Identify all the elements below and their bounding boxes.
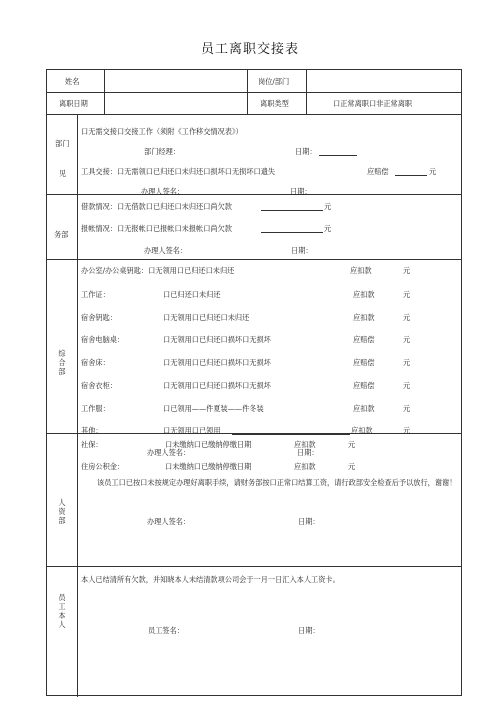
- fund-unit: 元: [348, 462, 356, 471]
- tools-handover[interactable]: 工具交接：口无需领口已归还口未归还口损坏口无损坏口遗失: [81, 167, 276, 176]
- unit-label: 元: [324, 202, 332, 211]
- unit-label: 元: [429, 167, 437, 176]
- unit-label: 元: [324, 224, 332, 233]
- general-action: 应扣款: [353, 290, 375, 299]
- general-status[interactable]: 口已领用——件夏装——件冬装: [163, 404, 264, 413]
- general-status[interactable]: 口无领用口已领用: [163, 426, 221, 435]
- leave-date-field[interactable]: [105, 93, 246, 113]
- social-status[interactable]: 口未缴纳口已缴纳停缴日期: [165, 440, 252, 449]
- general-action: 应扣款: [350, 266, 372, 275]
- date-label: 日期：: [297, 448, 319, 457]
- general-action: 应扣款: [351, 426, 373, 435]
- social-label: 社保：: [81, 440, 103, 449]
- label-column-divider: [77, 114, 78, 697]
- date-label: 日期：: [295, 147, 317, 156]
- general-status[interactable]: 口已归还口未归还: [163, 290, 221, 299]
- manager-sign-label: 部门经理：: [144, 147, 180, 156]
- handler-sign-label: 办理人签名：: [144, 246, 188, 255]
- employee-sign-label: 员工签名：: [148, 626, 184, 635]
- reimburse-status[interactable]: 报帐情况：口无报帐口已报帐口未报帐口尚欠款: [81, 224, 232, 233]
- general-item[interactable]: 办公室/办公桌钥匙：口无领用口已归还口未归还: [81, 266, 235, 275]
- general-item: 工作证：: [81, 290, 110, 299]
- employee-label: 员工本人: [58, 593, 66, 629]
- row-divider: [47, 114, 461, 115]
- leave-type-label: 离职类型: [260, 99, 289, 108]
- handler-sign-label: 办理人签名：: [147, 448, 191, 457]
- general-status[interactable]: 口无领用口已归还口损坏口无损坏: [163, 381, 271, 390]
- position-field[interactable]: [307, 71, 461, 91]
- fund-action: 应扣款: [294, 462, 316, 471]
- general-unit: 元: [403, 426, 411, 435]
- general-unit: 元: [403, 335, 411, 344]
- compensate-blank[interactable]: [395, 168, 427, 176]
- general-action: 应赔偿: [353, 335, 375, 344]
- leave-date-label: 离职日期: [59, 99, 88, 108]
- other-blank[interactable]: [232, 427, 350, 435]
- general-status[interactable]: 口无领用口已归还口损坏口无损坏: [163, 358, 271, 367]
- general-item: 宿舍衣柜：: [81, 381, 117, 390]
- social-unit: 元: [348, 440, 356, 449]
- general-status[interactable]: 口无领用口已归还口损坏口无损坏: [163, 335, 271, 344]
- social-action: 应扣款: [294, 440, 316, 449]
- general-item: 工作服：: [81, 404, 110, 413]
- handler-sign-label: 办理人签名：: [141, 187, 185, 196]
- general-unit: 元: [403, 358, 411, 367]
- general-unit: 元: [403, 313, 411, 322]
- handover-options[interactable]: 口无需交接口交接工作（须附《工作移交情况表》）: [81, 127, 243, 136]
- leave-type-options[interactable]: 口正常离职口非正常离职: [333, 99, 413, 108]
- hr-label: 人资部: [58, 498, 66, 525]
- row-divider: [47, 566, 461, 567]
- dept-label-part2: 见: [59, 169, 67, 178]
- fund-status[interactable]: 口未缴纳口已缴纳停缴日期: [165, 462, 252, 471]
- row-divider: [47, 259, 461, 260]
- employee-statement: 本人已结清所有欠款，并知晓本人未结清款项公司会于一月一日汇入本人工资卡。: [81, 575, 340, 584]
- general-item: 宿舍电脑桌：: [81, 335, 125, 344]
- date-label: 日期：: [298, 517, 320, 526]
- handover-form: [46, 69, 462, 696]
- general-unit: 元: [403, 404, 411, 413]
- handler-sign-label: 办理人签名：: [147, 517, 191, 526]
- dept-label-part1: 部门: [55, 139, 70, 148]
- loan-status[interactable]: 借款情况：口无借款口已归还口未归还口尚欠款: [81, 202, 232, 211]
- general-item: 宿舍钥匙：: [81, 313, 117, 322]
- general-unit: 元: [403, 266, 411, 275]
- general-action: 应赔偿: [353, 381, 375, 390]
- date-blank[interactable]: [319, 148, 357, 156]
- general-unit: 元: [403, 381, 411, 390]
- fund-label: 住房公积金：: [81, 462, 125, 471]
- loan-blank[interactable]: [261, 203, 323, 211]
- general-action: 应赔偿: [353, 358, 375, 367]
- reimburse-blank[interactable]: [261, 225, 323, 233]
- page-title: 员工离职交接表: [200, 42, 299, 57]
- general-action: 应扣款: [353, 313, 375, 322]
- finance-label: 务部: [54, 230, 69, 239]
- date-label: 日期：: [298, 626, 320, 635]
- general-status[interactable]: 口无领用口已归还口未归还: [163, 313, 250, 322]
- compensate-label: 应赔偿: [367, 167, 389, 176]
- hr-notice: 该员工口已按口未按规定办理好离职手续，请财务部按口正常口结算工资，请行政部安全检查后予以放行，谢谢！: [97, 478, 457, 487]
- general-item: 其他：: [81, 426, 103, 435]
- general-item: 宿舍床：: [81, 358, 110, 367]
- row-divider: [47, 194, 461, 195]
- name-field[interactable]: [105, 71, 246, 91]
- date-label: 日期：: [290, 187, 312, 196]
- column-divider: [247, 70, 248, 114]
- general-label: 综合部: [58, 349, 66, 376]
- position-label: 岗位/部门: [258, 77, 290, 86]
- date-label: 日期：: [291, 246, 313, 255]
- general-action: 应扣款: [353, 404, 375, 413]
- name-label: 姓名: [65, 77, 80, 86]
- general-unit: 元: [403, 290, 411, 299]
